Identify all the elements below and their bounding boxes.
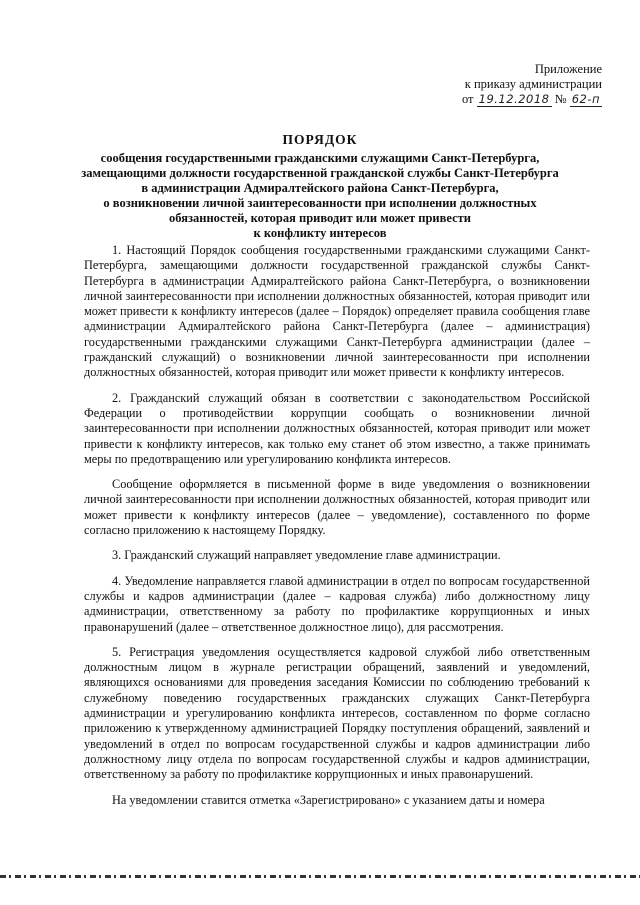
title-subtitle-line: сообщения государственными гражданскими служащими Санкт-Петербурга, (100, 151, 540, 165)
title-subtitle-line: к конфликту интересов (253, 226, 387, 240)
appendix-order-ref: к приказу администрации (464, 77, 602, 91)
document-body (84, 243, 590, 818)
title-subtitle-line: замещающими должности государственной гражданской службы Санкт-Петербурга (81, 166, 559, 180)
appendix-handwritten-date: 19.12.2018 (478, 92, 550, 106)
paragraph-2-note: Сообщение оформляется в письменной форме в виде уведомления о возникновении личной заинтересованности при исполнении должностных обязанностей, которая приводит или может привести к конфликту интересов (далее – уведомление), составленного по форме согласно приложению к настоящему Порядку. (84, 477, 590, 538)
paragraph-5-continued: На уведомлении ставится отметка «Зарегистрировано» с указанием даты и номера (112, 792, 545, 807)
paragraph-4: 4. Уведомление направляется главой администрации в отдел по вопросам государственной службы и кадров администрации (далее – кадровая служба) либо должностному лицу администрации, ответственному за работу по профилактике коррупционных и иных правонарушений (далее – ответственное должностное лицо), для рассмотрения. (84, 573, 590, 634)
appendix-from-prefix: от (461, 92, 474, 106)
paragraph-1: 1. Настоящий Порядок сообщения государственными гражданскими служащими Санкт-Петербурга, замещающими должности государственной гражданской службы Санкт-Петербурга в администрации Адмиралтейского района Санкт-Петербурга, о возникновении личной заинтересованности при исполнении должностных обязанностей, которая приводит или может привести к конфликту интересов (далее – Порядок) определяет правила сообщения главе администрации Адмиралтейского района Санкт-Петербурга (далее – администрация) государственными гражданскими служащими Санкт-Петербурга администрации (далее – гражданский служащий) о возникновении личной заинтересованности при исполнении должностных обязанностей, которая приводит или может привести к конфликту интересов. (84, 243, 590, 380)
appendix-number-sign: № (554, 92, 567, 106)
paragraph-2: 2. Гражданский служащий обязан в соответствии с законодательством Российской Федерации о противодействии коррупции сообщать о возникновении личной заинтересованности при исполнении должностных обязанностей, которая приводит или может привести к конфликту интересов, как только ему станет об этом известно, а также принимать меры по предотвращению или урегулированию конфликта интересов. (84, 390, 590, 466)
title-subtitle-line: обязанностей, которая приводит или может привести (169, 211, 471, 225)
title-subtitle-line: о возникновении личной заинтересованности при исполнении должностных (103, 196, 537, 210)
paragraph-5: 5. Регистрация уведомления осуществляется кадровой службой либо ответственным должностным лицом в журнале регистрации обращений, заявлений и уведомлений, являющихся основаниями для проведения заседания Комиссии по соблюдению требований к служебному поведению государственных гражданских служащих Санкт-Петербурга администрации и урегулированию конфликта интересов, составленном по форме согласно приложению к утвержденному администрацией Порядку поступления обращений, заявлений и уведомлений в отдел по вопросам государственной службы и кадров администрации либо должностному лицу отдела по вопросам государственной службы и кадров администрации, ответственному за работу по профилактике коррупционных и иных правонарушений. (84, 644, 590, 782)
appendix-header (402, 62, 602, 107)
appendix-label: Приложение (534, 62, 602, 76)
title-subtitle-line: в администрации Адмиралтейского района Санкт-Петербурга, (141, 181, 499, 195)
appendix-handwritten-number: 62-п (571, 92, 600, 106)
document-title (60, 132, 580, 241)
paragraph-3: 3. Гражданский служащий направляет уведомление главе администрации. (112, 548, 501, 563)
scan-edge-artifact (0, 875, 640, 878)
appendix-date-line (462, 92, 602, 107)
title-main: ПОРЯДОК (282, 132, 358, 147)
